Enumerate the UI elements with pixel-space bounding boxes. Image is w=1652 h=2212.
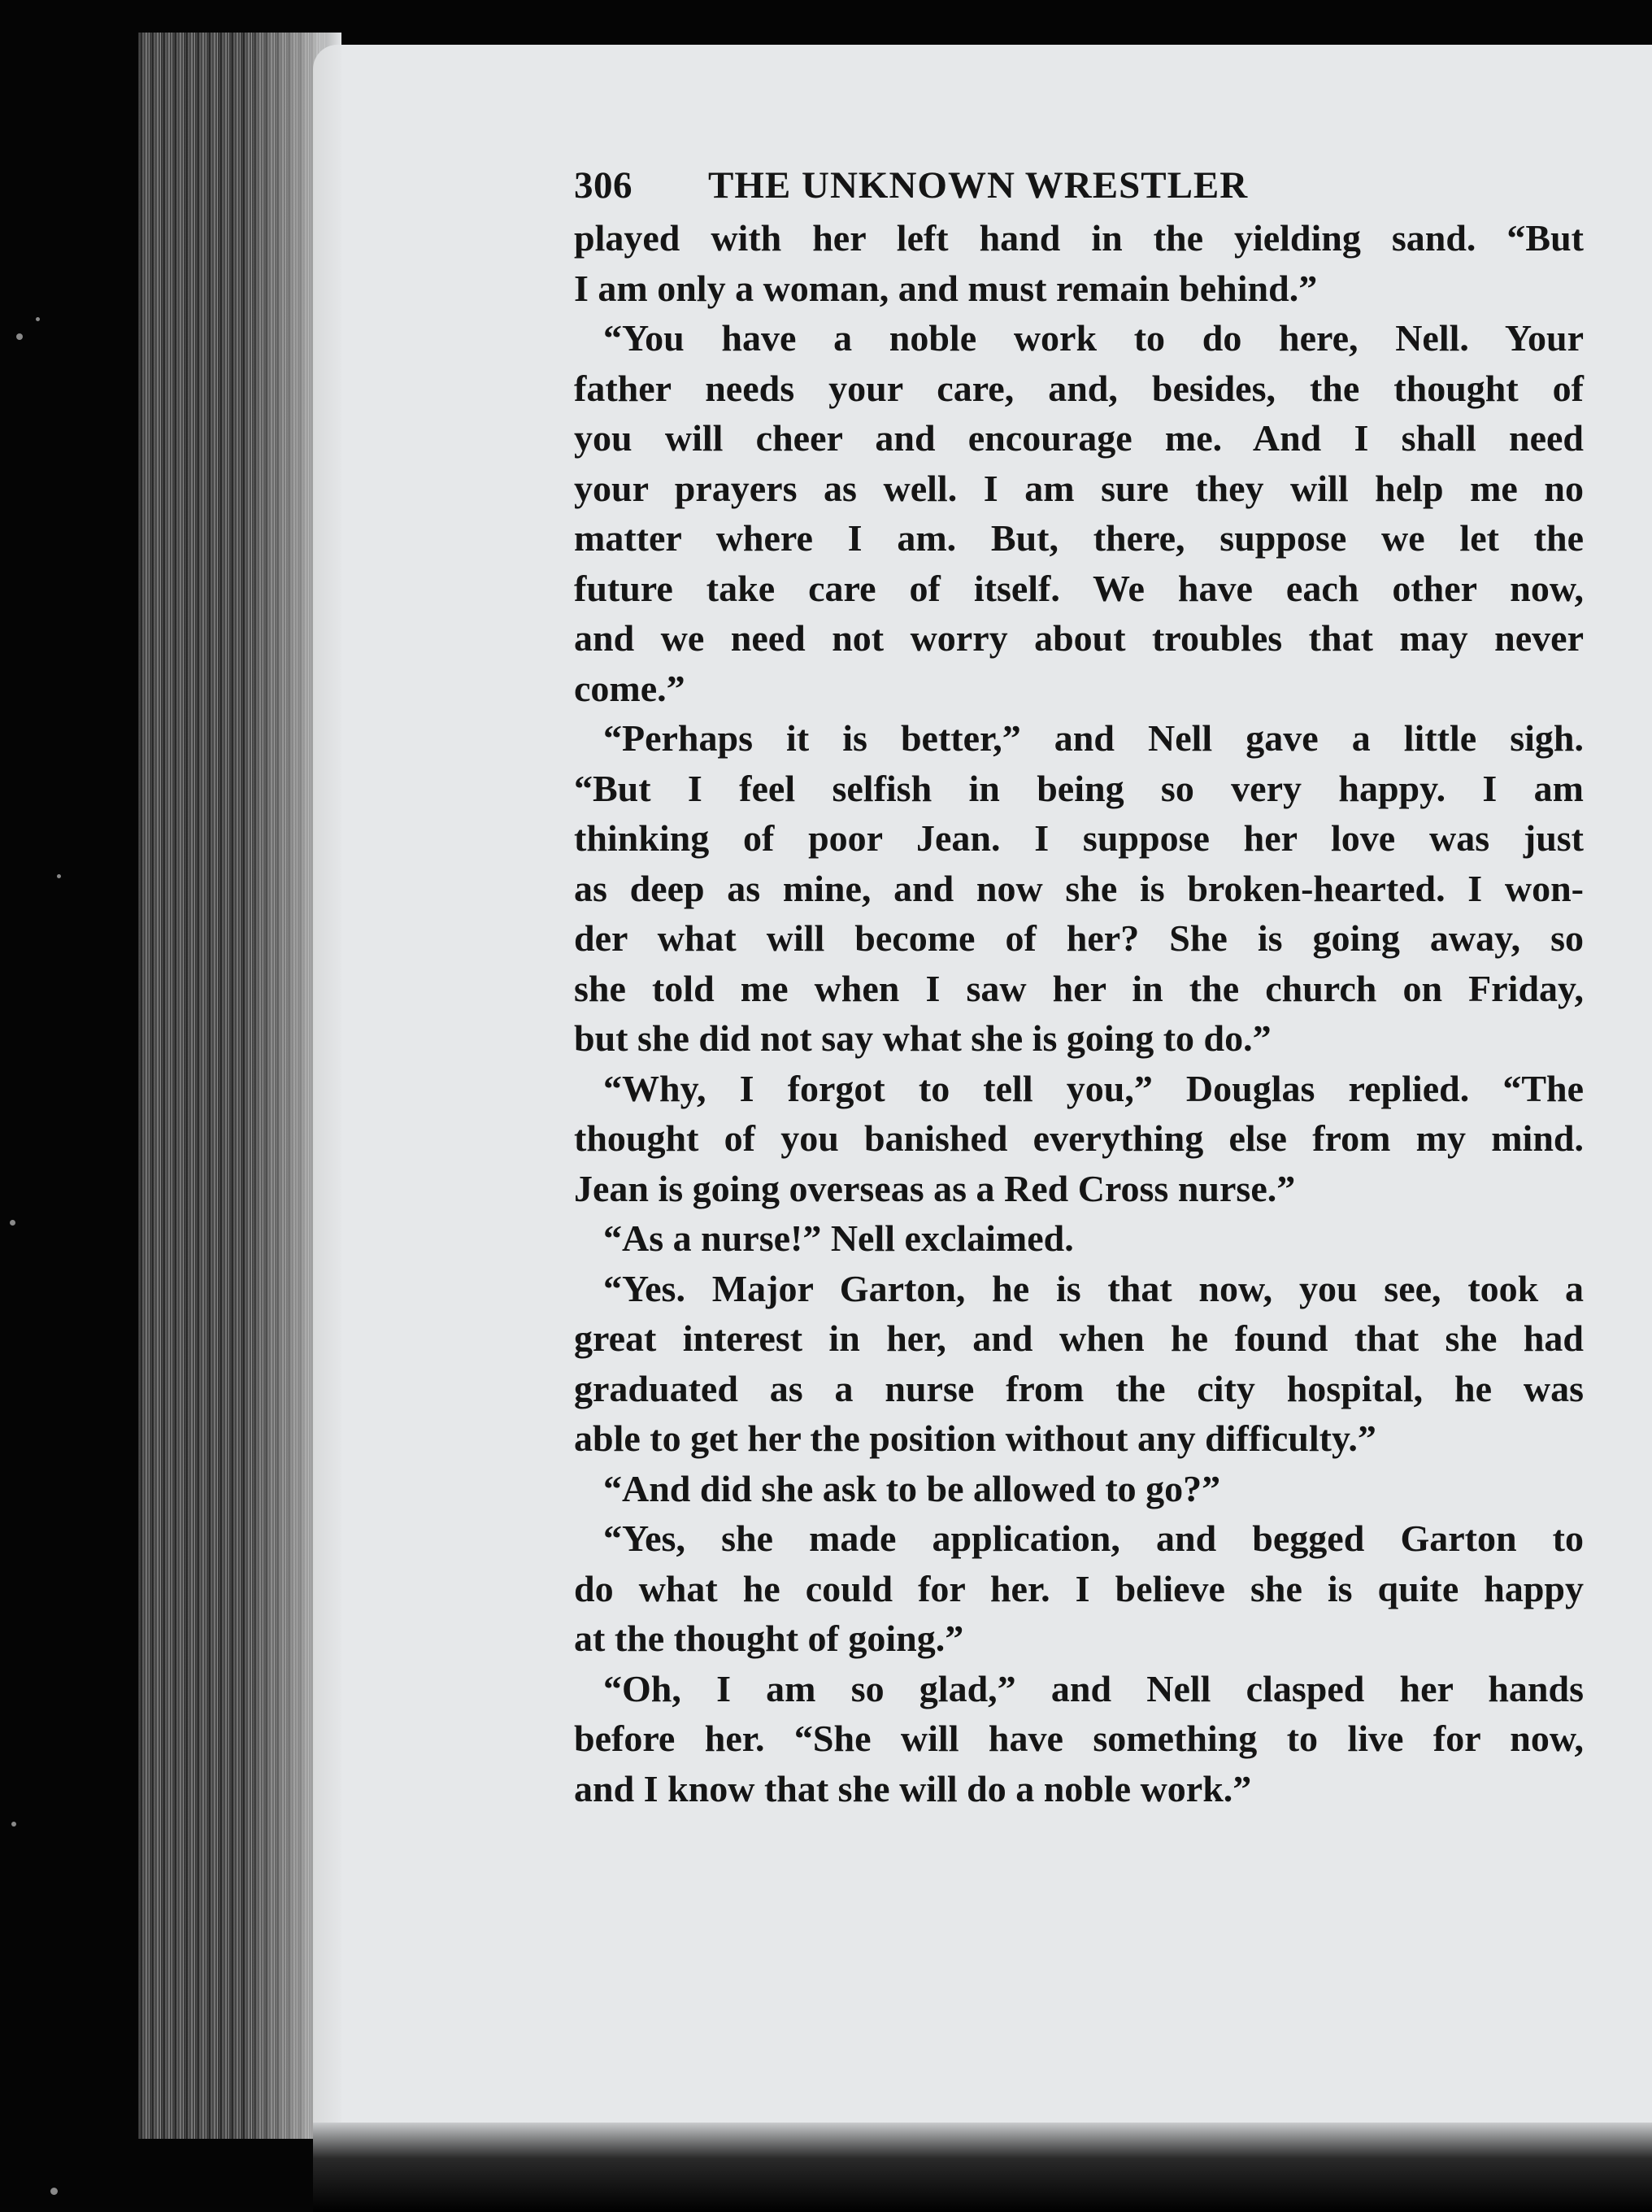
text-line: she told me when I saw her in the church on Friday,: [574, 967, 1584, 1009]
text-line: “You have a noble work to do here, Nell. Your: [603, 317, 1584, 359]
page-bottom-shadow: [313, 2123, 1652, 2212]
text-line: “Perhaps it is better,” and Nell gave a little sigh.: [603, 717, 1584, 759]
text-line: able to get her the position without any difficulty.”: [574, 1417, 1376, 1459]
text-line: “Oh, I am so glad,” and Nell clasped her hands: [603, 1667, 1584, 1709]
speck: [16, 333, 23, 340]
running-title: THE UNKNOWN WRESTLER: [708, 164, 1249, 207]
text-line: “Why, I forgot to tell you,” Douglas replied. “The: [603, 1067, 1584, 1109]
speck: [50, 2188, 58, 2195]
body-text: [574, 213, 1584, 1814]
text-line: you will cheer and encourage me. And I shall need: [574, 417, 1584, 459]
text-line: Jean is going overseas as a Red Cross nurse.”: [574, 1167, 1296, 1209]
text-line: as deep as mine, and now she is broken-hearted. I won-: [574, 867, 1584, 909]
text-line: do what he could for her. I believe she is quite happy: [574, 1567, 1584, 1609]
text-line: at the thought of going.”: [574, 1618, 964, 1659]
speck: [11, 1822, 16, 1827]
text-line: and I know that she will do a noble work.”: [574, 1767, 1252, 1809]
page-number: 306: [574, 164, 633, 207]
page-gutter-shadow: [244, 33, 341, 2139]
text-line: future take care of itself. We have each other now,: [574, 567, 1584, 609]
page-text-block: [574, 161, 1584, 1814]
text-line: der what will become of her? She is going away, so: [574, 917, 1584, 959]
text-line: great interest in her, and when he found that she had: [574, 1317, 1584, 1359]
text-line: but she did not say what she is going to do.”: [574, 1017, 1272, 1059]
text-line: matter where I am. But, there, suppose we let the: [574, 517, 1584, 559]
text-line: and we need not worry about troubles that may never: [574, 617, 1584, 659]
running-header: [574, 161, 1584, 213]
speck: [36, 317, 40, 321]
text-line: thought of you banished everything else from my mind.: [574, 1117, 1584, 1159]
text-line: “Yes. Major Garton, he is that now, you see, took a: [603, 1267, 1584, 1309]
text-line: “As a nurse!” Nell exclaimed.: [603, 1217, 1074, 1259]
text-line: graduated as a nurse from the city hospital, he was: [574, 1367, 1584, 1409]
scan-specks: [0, 0, 98, 2212]
speck: [10, 1220, 15, 1226]
text-line: before her. “She will have something to live for now,: [574, 1718, 1584, 1759]
text-line: come.”: [574, 667, 685, 709]
speck: [57, 874, 61, 878]
text-line: “And did she ask to be allowed to go?”: [603, 1467, 1221, 1509]
text-line: I am only a woman, and must remain behind.”: [574, 267, 1318, 309]
text-line: played with her left hand in the yielding sand. “But: [574, 217, 1584, 259]
text-line: “Yes, she made application, and begged Garton to: [603, 1517, 1584, 1559]
text-line: “But I feel selfish in being so very happy. I am: [574, 767, 1584, 809]
text-line: thinking of poor Jean. I suppose her love was just: [574, 817, 1584, 859]
text-line: your prayers as well. I am sure they will help me no: [574, 467, 1584, 509]
text-line: father needs your care, and, besides, the thought of: [574, 367, 1584, 409]
